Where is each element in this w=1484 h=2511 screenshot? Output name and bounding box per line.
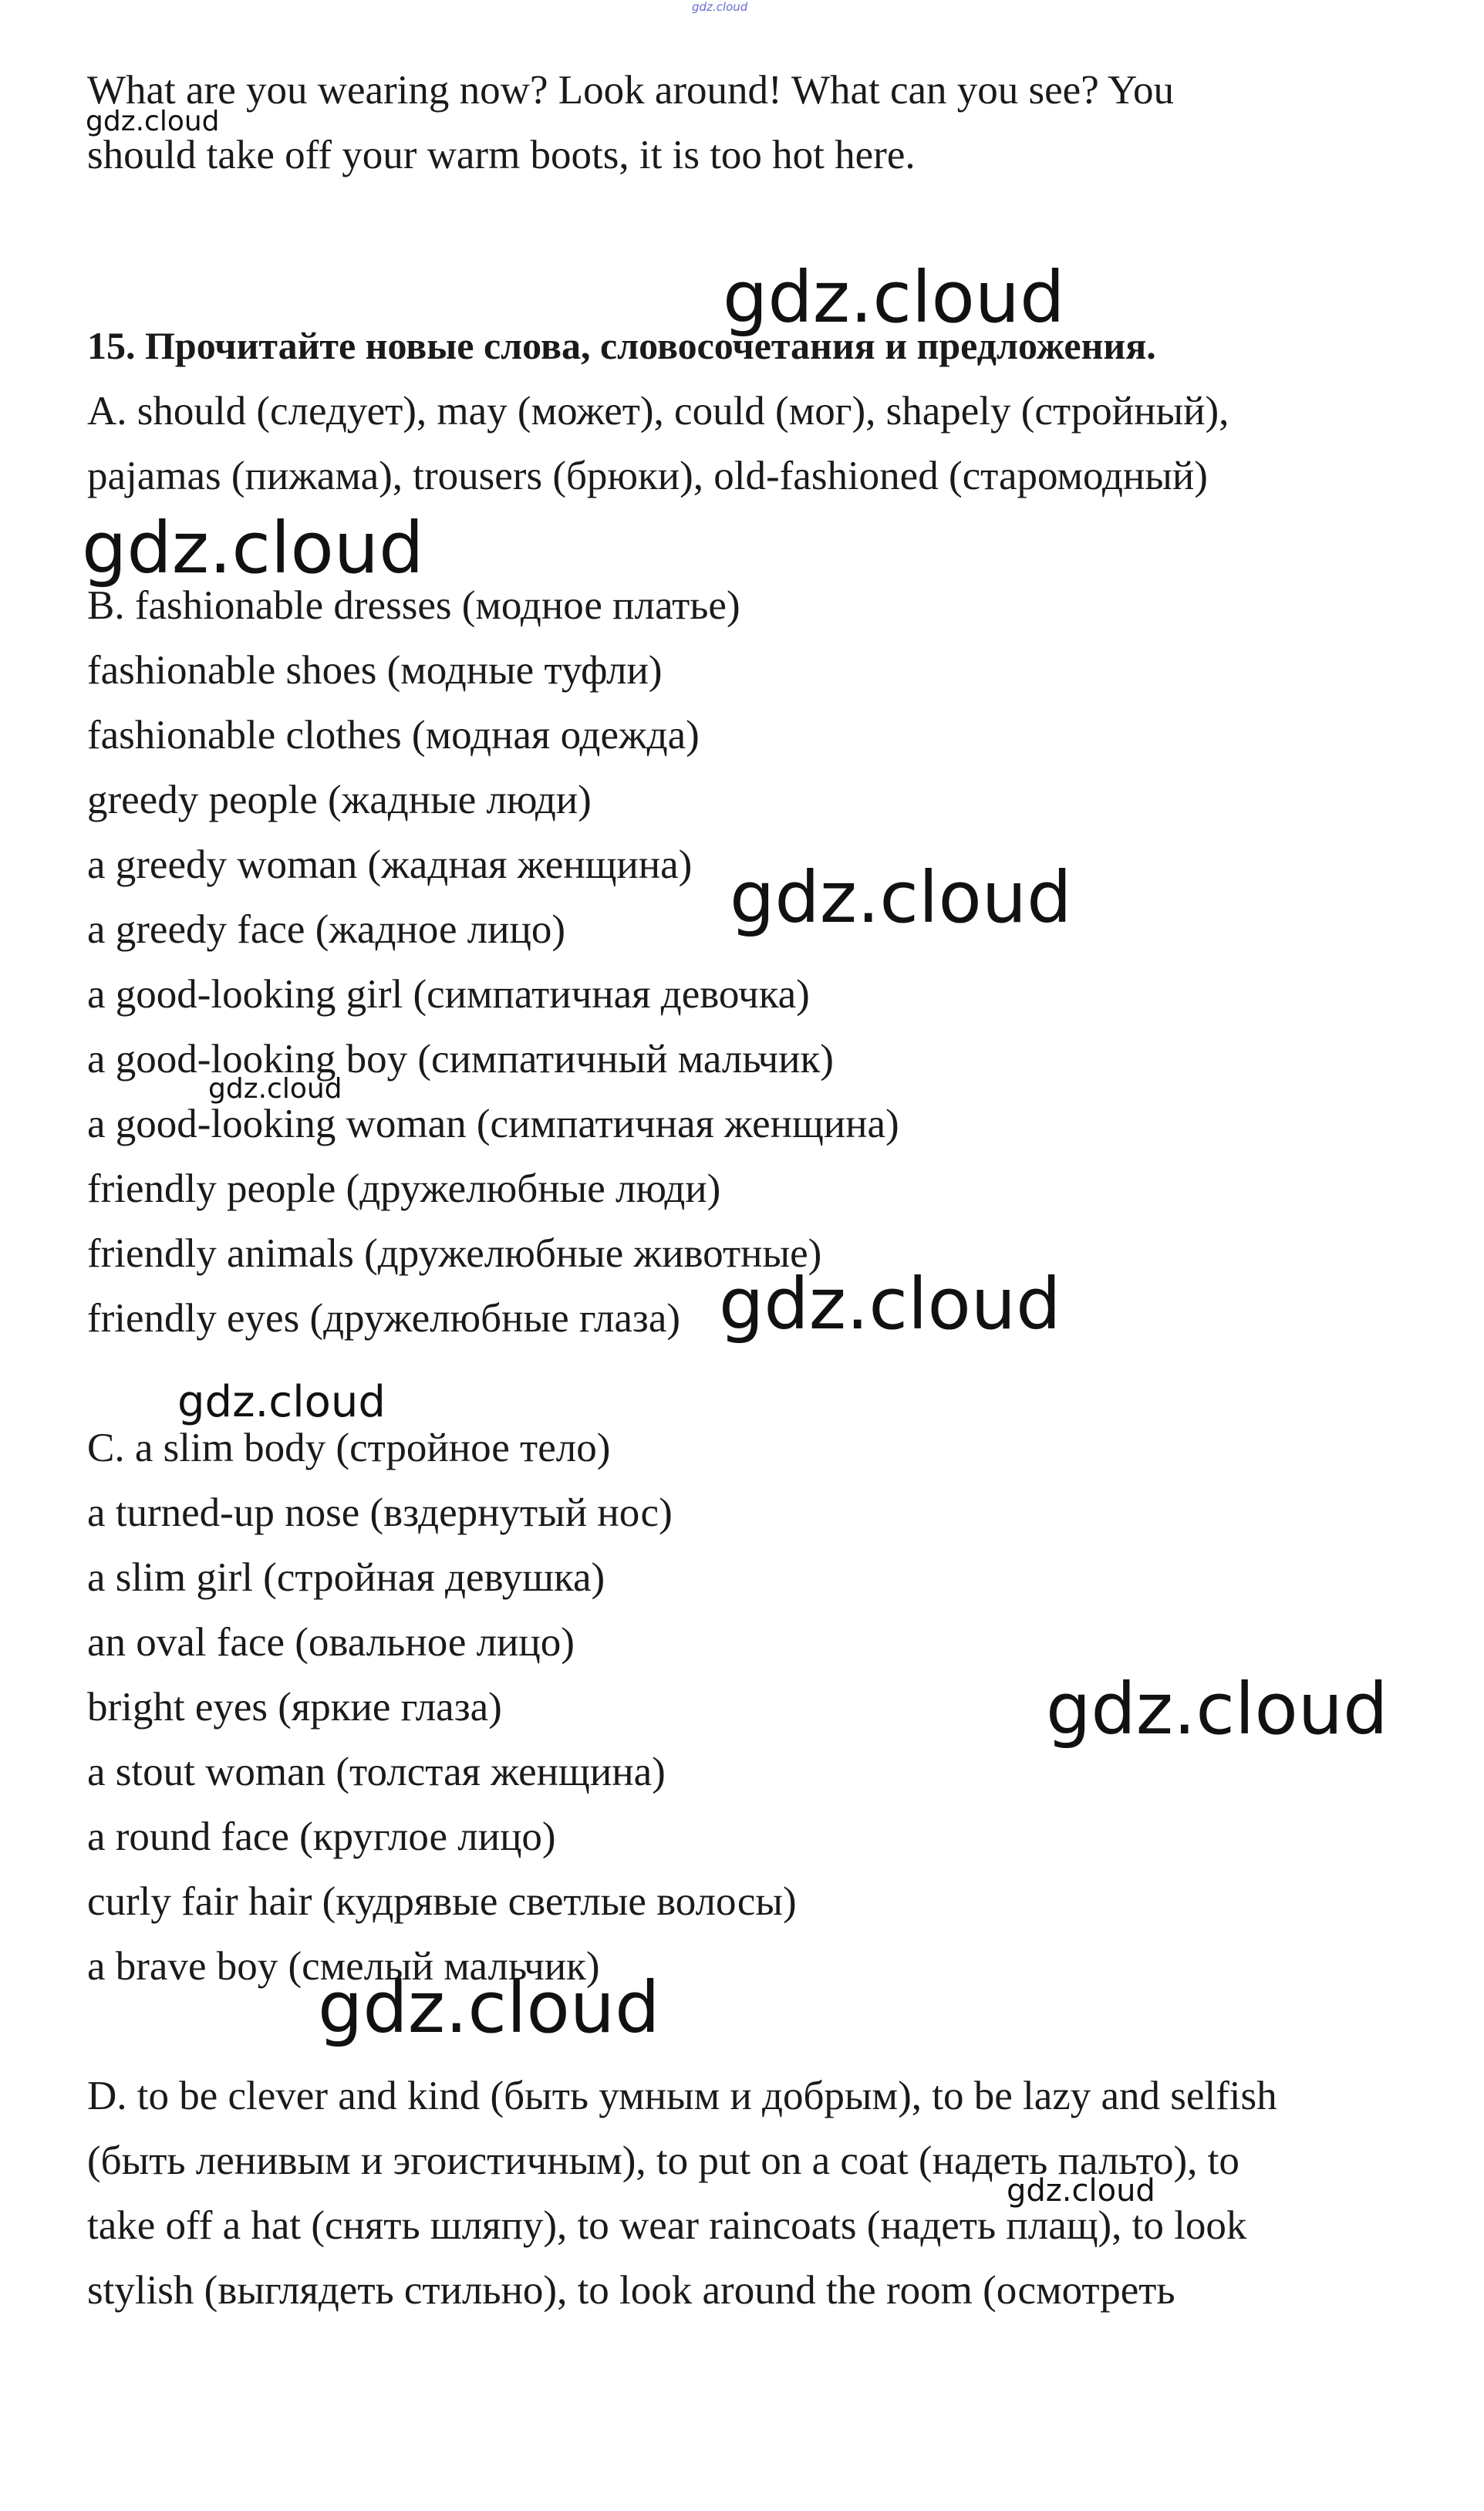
- watermark-small-1: gdz.cloud: [86, 106, 220, 137]
- section-b-line-2: fashionable shoes (модные туфли): [87, 648, 663, 693]
- exercise-heading: 15. Прочитайте новые слова, словосочетания и предложения.: [87, 324, 1156, 367]
- section-c-line-5: bright eyes (яркие глаза): [87, 1685, 502, 1730]
- section-a-line-1: A. should (следует), may (может), could (мог), shapely (стройный),: [87, 389, 1229, 434]
- watermark-small-2: gdz.cloud: [208, 1073, 342, 1105]
- section-b-line-11: friendly animals (дружелюбные животные): [87, 1231, 822, 1276]
- section-b-line-5: a greedy woman (жадная женщина): [87, 842, 693, 887]
- section-b-line-9: a good-looking woman (симпатичная женщина): [87, 1102, 899, 1146]
- watermark-mid-1: gdz.cloud: [177, 1377, 386, 1427]
- section-d-line-3: take off a hat (снять шляпу), to wear raincoats (надеть плащ), to look: [87, 2203, 1247, 2248]
- section-c-line-1: C. a slim body (стройное тело): [87, 1426, 611, 1470]
- section-b-line-12: friendly eyes (дружелюбные глаза): [87, 1296, 680, 1341]
- section-c-line-8: curly fair hair (кудрявые светлые волосы): [87, 1879, 797, 1924]
- section-c-line-4: an oval face (овальное лицо): [87, 1620, 575, 1665]
- intro-line-1: What are you wearing now? Look around! What can you see? You: [87, 68, 1174, 113]
- section-c-line-2: a turned-up nose (вздернутый нос): [87, 1490, 673, 1535]
- watermark-top: gdz.cloud: [692, 0, 748, 14]
- section-d-line-4: stylish (выглядеть стильно), to look around the room (осмотреть: [87, 2268, 1175, 2313]
- section-b-line-6: a greedy face (жадное лицо): [87, 907, 566, 952]
- section-d-line-1: D. to be clever and kind (быть умным и добрым), to be lazy and selfish: [87, 2074, 1277, 2118]
- section-b-line-7: a good-looking girl (симпатичная девочка): [87, 972, 810, 1017]
- watermark-big-3: gdz.cloud: [730, 856, 1072, 939]
- watermark-big-4: gdz.cloud: [719, 1263, 1061, 1345]
- section-b-line-4: greedy people (жадные люди): [87, 778, 592, 822]
- section-b-line-3: fashionable clothes (модная одежда): [87, 713, 700, 758]
- section-c-line-6: a stout woman (толстая женщина): [87, 1750, 666, 1794]
- watermark-big-5: gdz.cloud: [1046, 1668, 1388, 1750]
- section-c-line-9: a brave boy (смелый мальчик): [87, 1944, 600, 1989]
- watermark-big-6: gdz.cloud: [318, 1966, 660, 2049]
- watermark-big-1: gdz.cloud: [723, 256, 1065, 339]
- section-a-line-2: pajamas (пижама), trousers (брюки), old-fashioned (старомодный): [87, 454, 1208, 498]
- section-b-line-8: a good-looking boy (симпатичный мальчик): [87, 1037, 834, 1082]
- watermark-small-3: gdz.cloud: [1007, 2173, 1155, 2209]
- section-c-line-7: a round face (круглое лицо): [87, 1814, 556, 1859]
- section-b-line-1: B. fashionable dresses (модное платье): [87, 583, 740, 628]
- section-c-line-3: a slim girl (стройная девушка): [87, 1555, 605, 1600]
- intro-line-2: should take off your warm boots, it is too hot here.: [87, 133, 916, 177]
- watermark-big-2: gdz.cloud: [82, 507, 424, 589]
- section-b-line-10: friendly people (дружелюбные люди): [87, 1166, 721, 1211]
- section-d-line-2: (быть ленивым и эгоистичным), to put on a coat (надеть пальто), to: [87, 2138, 1239, 2183]
